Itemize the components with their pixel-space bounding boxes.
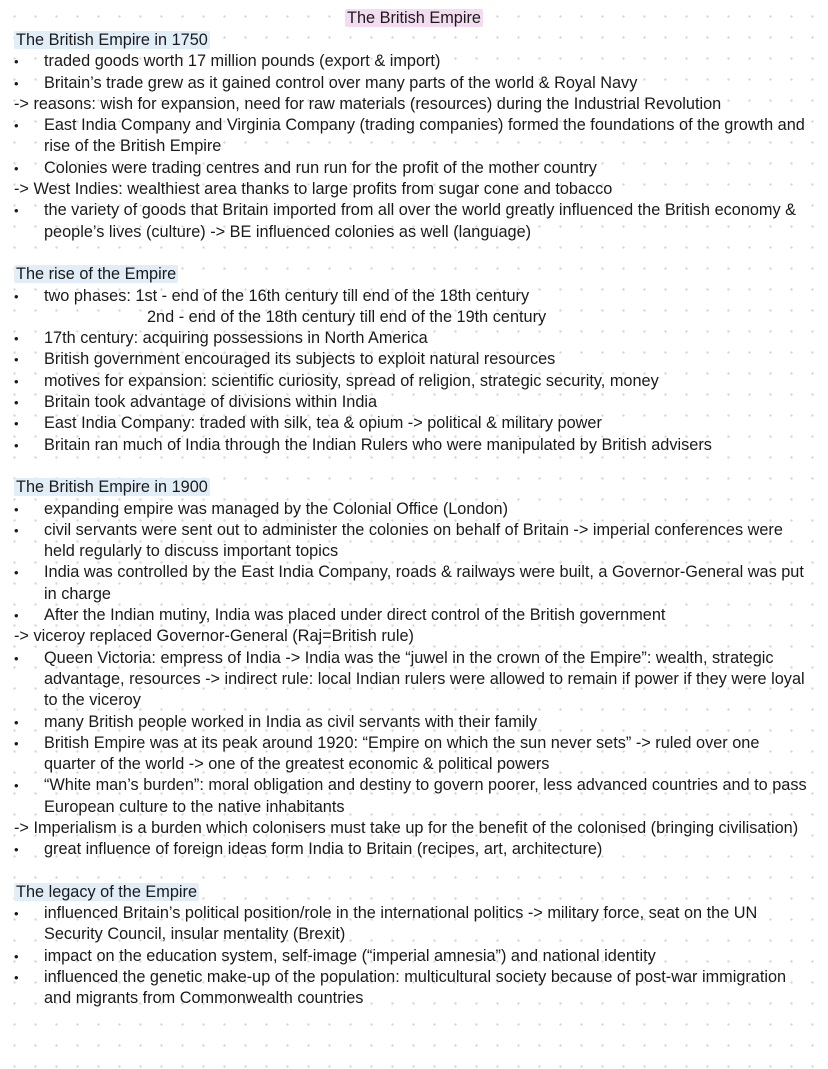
continuation-line: 2nd - end of the 18th century till end of the 19th century: [147, 307, 547, 326]
bullet-item: • East India Company and Virginia Company (trading companies) formed the foundations of the growth and rise of the British Empire: [14, 115, 814, 158]
bullet-item: • Britain took advantage of divisions within India: [14, 392, 814, 413]
section-heading-text: The legacy of the Empire: [16, 882, 197, 901]
bullet-item: • 17th century: acquiring possessions in North America: [14, 328, 814, 349]
bullet-item: • India was controlled by the East India Company, roads & railways were built, a Governor-General was put in charge: [14, 562, 814, 605]
bullet-item: • traded goods worth 17 million pounds (export & import): [14, 51, 814, 72]
section-heading: [14, 264, 814, 285]
section-heading: [14, 477, 814, 498]
arrow-note: -> Imperialism is a burden which colonisers must take up for the benefit of the colonised (bringing civilisation): [14, 818, 799, 837]
arrow-note: -> viceroy replaced Governor-General (Raj=British rule): [14, 627, 414, 646]
section-heading: [14, 30, 814, 51]
bullet-item: • Colonies were trading centres and run run for the profit of the mother country: [14, 158, 814, 179]
bullet-item: • influenced Britain’s political position/role in the international politics -> military force, seat on the UN Security Council, insular mentality (Brexit): [14, 903, 814, 946]
bullet-item: • influenced the genetic make-up of the population: multicultural society because of post-war immigration and migrants from Commonwealth countries: [14, 967, 814, 1010]
section: [14, 882, 814, 1010]
bullet-item: • expanding empire was managed by the Colonial Office (London): [14, 499, 814, 520]
bullet-item: • British government encouraged its subjects to exploit natural resources: [14, 349, 814, 370]
bullet-item: • civil servants were sent out to administer the colonies on behalf of Britain -> imperial conferences were held regularly to discuss important topics: [14, 520, 814, 563]
bullet-item: • After the Indian mutiny, India was placed under direct control of the British government: [14, 605, 814, 626]
section-heading: [14, 882, 814, 903]
bullet-item: • East India Company: traded with silk, tea & opium -> political & military power: [14, 413, 814, 434]
section: [14, 477, 814, 860]
bullet-item: • many British people worked in India as civil servants with their family: [14, 712, 814, 733]
bullet-item: • the variety of goods that Britain imported from all over the world greatly influenced the British economy & people’s lives (culture) -> BE influenced colonies as well (language): [14, 200, 814, 243]
notes-sections: [14, 30, 814, 1031]
bullet-item: • two phases: 1st - end of the 16th century till end of the 18th century: [14, 286, 814, 307]
section-heading-text: The British Empire in 1900: [16, 478, 208, 497]
bullet-item: • impact on the education system, self-image (“imperial amnesia”) and national identity: [14, 946, 814, 967]
section-heading-text: The rise of the Empire: [16, 265, 177, 284]
page-title: [0, 8, 828, 29]
section: [14, 30, 814, 243]
bullet-item: • “White man’s burden”: moral obligation and destiny to govern poorer, less advanced countries and to pass European culture to the native inhabitants: [14, 775, 814, 818]
section-heading-text: The British Empire in 1750: [16, 31, 208, 49]
bullet-item: • Britain’s trade grew as it gained control over many parts of the world & Royal Navy: [14, 73, 814, 94]
bullet-item: • Queen Victoria: empress of India -> India was the “juwel in the crown of the Empire”: wealth, strategic advantage, resources -> indirect rule: local Indian rulers were allowed to remain if power if they were loyal to the viceroy: [14, 648, 814, 712]
section: [14, 264, 814, 456]
bullet-item: • great influence of foreign ideas form India to Britain (recipes, art, architecture): [14, 839, 814, 860]
page-title-text: The British Empire: [347, 9, 481, 27]
arrow-note: -> reasons: wish for expansion, need for raw materials (resources) during the Industrial Revolution: [14, 94, 722, 113]
bullet-item: • Britain ran much of India through the Indian Rulers who were manipulated by British advisers: [14, 435, 814, 456]
arrow-note: -> West Indies: wealthiest area thanks to large profits from sugar cone and tobacco: [14, 180, 613, 199]
bullet-item: • British Empire was at its peak around 1920: “Empire on which the sun never sets” -> ruled over one quarter of the world -> one of the greatest economic & political powers: [14, 733, 814, 776]
bullet-item: • motives for expansion: scientific curiosity, spread of religion, strategic security, money: [14, 371, 814, 392]
